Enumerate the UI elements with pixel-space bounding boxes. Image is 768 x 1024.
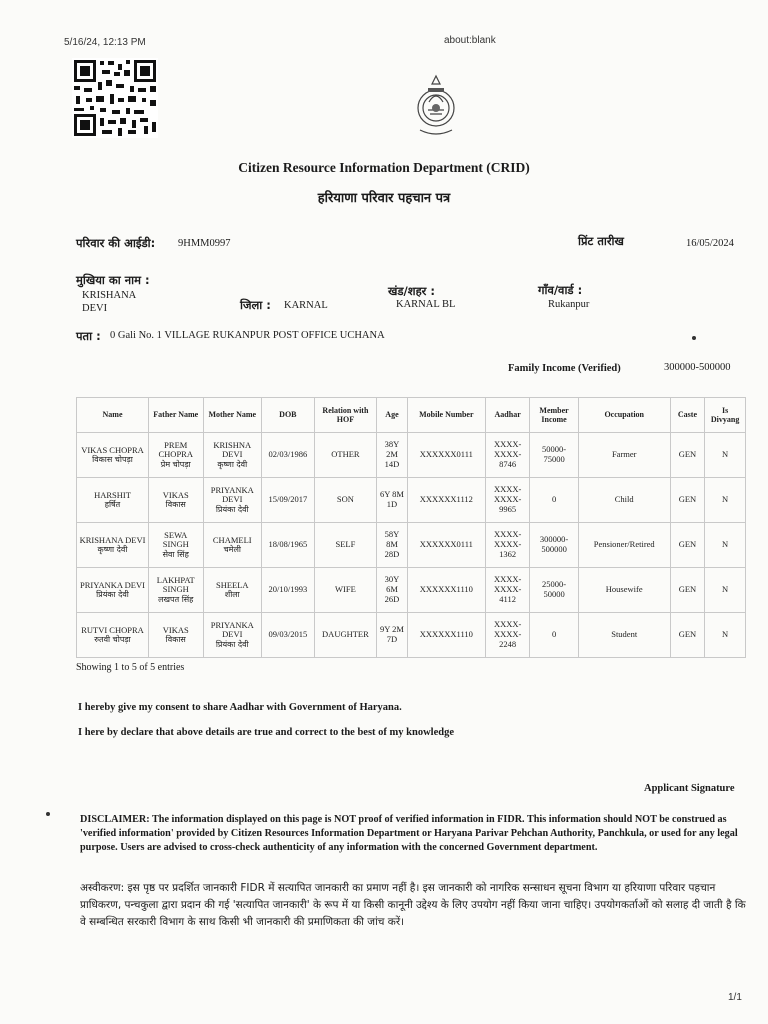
income-cell: 25000-50000 xyxy=(530,568,578,613)
district-value: KARNAL xyxy=(284,300,328,311)
father-name-hi: लखपत सिंह xyxy=(158,595,194,605)
dob-cell: 20/10/1993 xyxy=(262,568,315,613)
aadhar-cell: XXXX-XXXX-8746 xyxy=(485,433,529,478)
col-mobile: Mobile Number xyxy=(407,398,485,433)
divyang-cell: N xyxy=(705,568,746,613)
occupation-cell: Student xyxy=(578,613,670,658)
member-name-hi: कृष्णा देवी xyxy=(97,545,128,555)
mother-name xyxy=(203,613,262,658)
applicant-signature-label: Applicant Signature xyxy=(644,783,735,794)
age-cell: 58Y 8M 28D xyxy=(377,523,408,568)
father-name xyxy=(149,568,204,613)
aadhar-cell: XXXX-XXXX-2248 xyxy=(485,613,529,658)
col-dob: DOB xyxy=(262,398,315,433)
mother-name-hi: प्रियंका देवी xyxy=(215,505,249,515)
member-name xyxy=(77,433,149,478)
member-name xyxy=(77,568,149,613)
relation-cell: SON xyxy=(314,478,377,523)
member-name-en: RUTVI CHOPRA xyxy=(81,624,144,635)
father-name-hi: विकास xyxy=(165,500,186,510)
mother-name-en: CHAMELI xyxy=(212,534,252,545)
family-members-table xyxy=(76,397,746,658)
declaration-line: I here by declare that above details are true and correct to the best of my knowledge xyxy=(78,727,455,738)
aadhar-cell: XXXX-XXXX-1362 xyxy=(485,523,529,568)
col-mother-name: Mother Name xyxy=(203,398,262,433)
mother-name-en: SHEELA xyxy=(215,579,249,590)
village-label: गाँव/वार्ड : xyxy=(538,283,583,297)
father-name-en: VIKAS xyxy=(162,489,189,500)
col-member-income: Member Income xyxy=(530,398,578,433)
table-row xyxy=(77,613,746,658)
father-name-en: VIKAS xyxy=(162,624,189,635)
occupation-cell: Child xyxy=(578,478,670,523)
divyang-cell: N xyxy=(705,613,746,658)
family-id-value: 9HMM0997 xyxy=(178,238,231,249)
relation-cell: SELF xyxy=(314,523,377,568)
department-title: Citizen Resource Information Department (CRID) xyxy=(238,160,530,175)
father-name xyxy=(149,523,204,568)
member-name xyxy=(77,613,149,658)
table-row xyxy=(77,568,746,613)
member-name-en: VIKAS CHOPRA xyxy=(81,444,144,455)
member-name-hi: रुतवी चोपड़ा xyxy=(94,635,131,645)
col-age: Age xyxy=(377,398,408,433)
print-url: about:blank xyxy=(444,35,496,46)
caste-cell: GEN xyxy=(670,613,705,658)
village-value: Rukanpur xyxy=(548,299,590,310)
address-value: 0 Gali No. 1 VILLAGE RUKANPUR POST OFFICE UCHANA xyxy=(110,330,385,341)
age-cell: 9Y 2M 7D xyxy=(377,613,408,658)
income-cell: 0 xyxy=(530,478,578,523)
col-name: Name xyxy=(77,398,149,433)
mother-name-en: PRIYANKA DEVI xyxy=(210,619,254,640)
aadhar-cell: XXXX-XXXX-9965 xyxy=(485,478,529,523)
mother-name-hi: प्रियंका देवी xyxy=(215,640,249,650)
aadhar-cell: XXXX-XXXX-4112 xyxy=(485,568,529,613)
father-name xyxy=(149,478,204,523)
col-father-name: Father Name xyxy=(149,398,204,433)
col-occupation: Occupation xyxy=(578,398,670,433)
print-datetime: 5/16/24, 12:13 PM xyxy=(64,37,146,48)
mother-name-hi: शीला xyxy=(224,590,240,600)
family-income-label: Family Income (Verified) xyxy=(508,363,621,374)
stray-dot xyxy=(692,336,696,340)
income-cell: 0 xyxy=(530,613,578,658)
col-relation: Relation with HOF xyxy=(314,398,377,433)
mother-name xyxy=(203,478,262,523)
father-name xyxy=(149,613,204,658)
occupation-cell: Pensioner/Retired xyxy=(578,523,670,568)
age-cell: 38Y 2M 14D xyxy=(377,433,408,478)
col-aadhar: Aadhar xyxy=(485,398,529,433)
entries-count: Showing 1 to 5 of 5 entries xyxy=(76,662,185,673)
income-cell: 300000-500000 xyxy=(530,523,578,568)
address-label: पता : xyxy=(76,329,101,343)
age-cell: 6Y 8M 1D xyxy=(377,478,408,523)
mother-name xyxy=(203,568,262,613)
member-name-en: KRISHANA DEVI xyxy=(79,534,146,545)
caste-cell: GEN xyxy=(670,478,705,523)
print-date-label: प्रिंट तारीख xyxy=(578,234,624,248)
consent-line: I hereby give my consent to share Aadhar with Government of Haryana. xyxy=(78,702,402,713)
mobile-cell: XXXXXX1110 xyxy=(407,613,485,658)
mother-name-en: PRIYANKA DEVI xyxy=(210,484,254,505)
dob-cell: 18/08/1965 xyxy=(262,523,315,568)
dob-cell: 09/03/2015 xyxy=(262,613,315,658)
mobile-cell: XXXXXX1112 xyxy=(407,478,485,523)
head-name-line1: KRISHANA xyxy=(82,290,137,301)
member-name-en: HARSHIT xyxy=(94,489,131,500)
father-name-hi: सेवा सिंह xyxy=(162,550,189,560)
disclaimer-english: DISCLAIMER: The information displayed on this page is NOT proof of verified information in FIDR. This information should NOT be construed as 'verified information' provided by Citizen Resources Information Department or Haryana Parivar Pehchan Authority, Panchkula, or used for any legal purpose. Users are advised to cross-check authenticity of any information with the concerned Government department. xyxy=(80,814,738,853)
mother-name xyxy=(203,523,262,568)
qr-code xyxy=(72,58,158,138)
head-name-line2: DEVI xyxy=(82,303,108,314)
age-cell: 30Y 6M 26D xyxy=(377,568,408,613)
mobile-cell: XXXXXX1110 xyxy=(407,568,485,613)
member-name-hi: हर्षित xyxy=(104,500,121,510)
member-name-hi: विकास चोपड़ा xyxy=(92,455,133,465)
mother-name-hi: चमेली xyxy=(223,545,241,555)
table-row xyxy=(77,523,746,568)
father-name-en: PREM CHOPRA xyxy=(158,439,193,460)
margin-dot xyxy=(46,812,50,816)
member-name-en: PRIYANKA DEVI xyxy=(80,579,145,590)
father-name-hi: विकास xyxy=(165,635,186,645)
father-name-en: LAKHPAT SINGH xyxy=(156,574,195,595)
father-name xyxy=(149,433,204,478)
mother-name-hi: कृष्णा देवी xyxy=(217,460,248,470)
page-count: 1/1 xyxy=(728,992,742,1003)
member-name xyxy=(77,478,149,523)
divyang-cell: N xyxy=(705,433,746,478)
table-row xyxy=(77,478,746,523)
caste-cell: GEN xyxy=(670,523,705,568)
table-row xyxy=(77,433,746,478)
caste-cell: GEN xyxy=(670,433,705,478)
relation-cell: OTHER xyxy=(314,433,377,478)
haryana-emblem-icon xyxy=(410,74,462,142)
member-name-hi: प्रियंका देवी xyxy=(96,590,129,600)
occupation-cell: Farmer xyxy=(578,433,670,478)
divyang-cell: N xyxy=(705,523,746,568)
income-cell: 50000-75000 xyxy=(530,433,578,478)
relation-cell: DAUGHTER xyxy=(314,613,377,658)
district-label: जिला : xyxy=(240,298,271,312)
family-income-value: 300000-500000 xyxy=(664,362,731,373)
head-name-value xyxy=(82,289,136,315)
mother-name xyxy=(203,433,262,478)
relation-cell: WIFE xyxy=(314,568,377,613)
card-title-hindi: हरियाणा परिवार पहचान पत्र xyxy=(317,191,451,206)
col-caste: Caste xyxy=(670,398,705,433)
block-value: KARNAL BL xyxy=(396,299,456,310)
mobile-cell: XXXXXX0111 xyxy=(407,433,485,478)
father-name-en: SEWA SINGH xyxy=(162,529,189,550)
table-header-row xyxy=(77,398,746,433)
disclaimer-hindi: अस्वीकरण: इस पृष्ठ पर प्रदर्शित जानकारी FIDR में सत्यापित जानकारी का प्रमाण नहीं है। इस जानकारी को नागरिक सन्साधन सूचना विभाग या हरियाणा परिवार पहचान प्राधिकरण, पन्चकुला द्वारा प्रदान की गई 'सत्यापित जानकारी' के रूप में या किसी कानूनी उद्देश्य के लिए उपयोग नहीं किया जाना चाहिए। उपयोगकर्ताओं को सलाह दी जाती है कि वे सम्बन्धित सरकारी विभाग के साथ किसी भी जानकारी की प्रमाणिकता की जांच करें। xyxy=(80,882,746,928)
dob-cell: 15/09/2017 xyxy=(262,478,315,523)
block-label: खंड/शहर : xyxy=(388,284,435,298)
member-name xyxy=(77,523,149,568)
mother-name-en: KRISHNA DEVI xyxy=(213,439,252,460)
father-name-hi: प्रेम चोपड़ा xyxy=(160,460,191,470)
head-name-label: मुखिया का नाम : xyxy=(76,273,150,287)
caste-cell: GEN xyxy=(670,568,705,613)
dob-cell: 02/03/1986 xyxy=(262,433,315,478)
family-id-label: परिवार की आईडी: xyxy=(76,236,156,250)
occupation-cell: Housewife xyxy=(578,568,670,613)
col-is-divyang: Is Divyang xyxy=(705,398,746,433)
print-date-value: 16/05/2024 xyxy=(686,238,734,249)
mobile-cell: XXXXXX0111 xyxy=(407,523,485,568)
divyang-cell: N xyxy=(705,478,746,523)
